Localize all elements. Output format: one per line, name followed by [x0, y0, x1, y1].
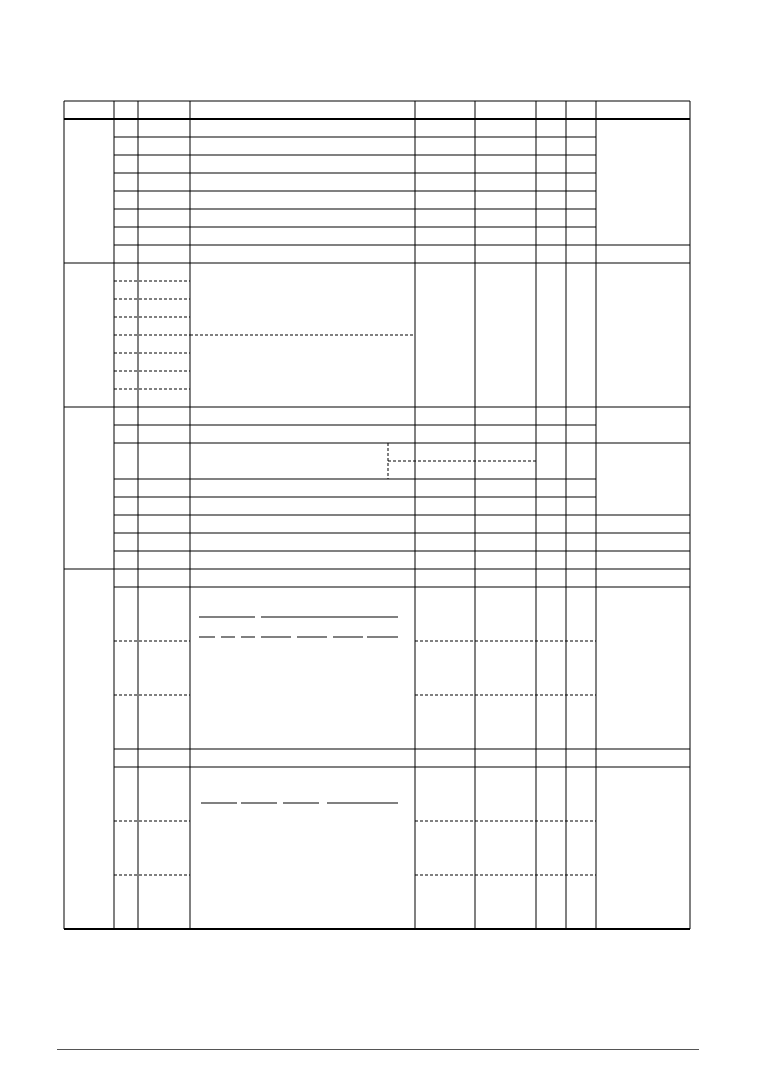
table-grid — [64, 101, 690, 929]
footer-rule — [57, 1049, 699, 1050]
